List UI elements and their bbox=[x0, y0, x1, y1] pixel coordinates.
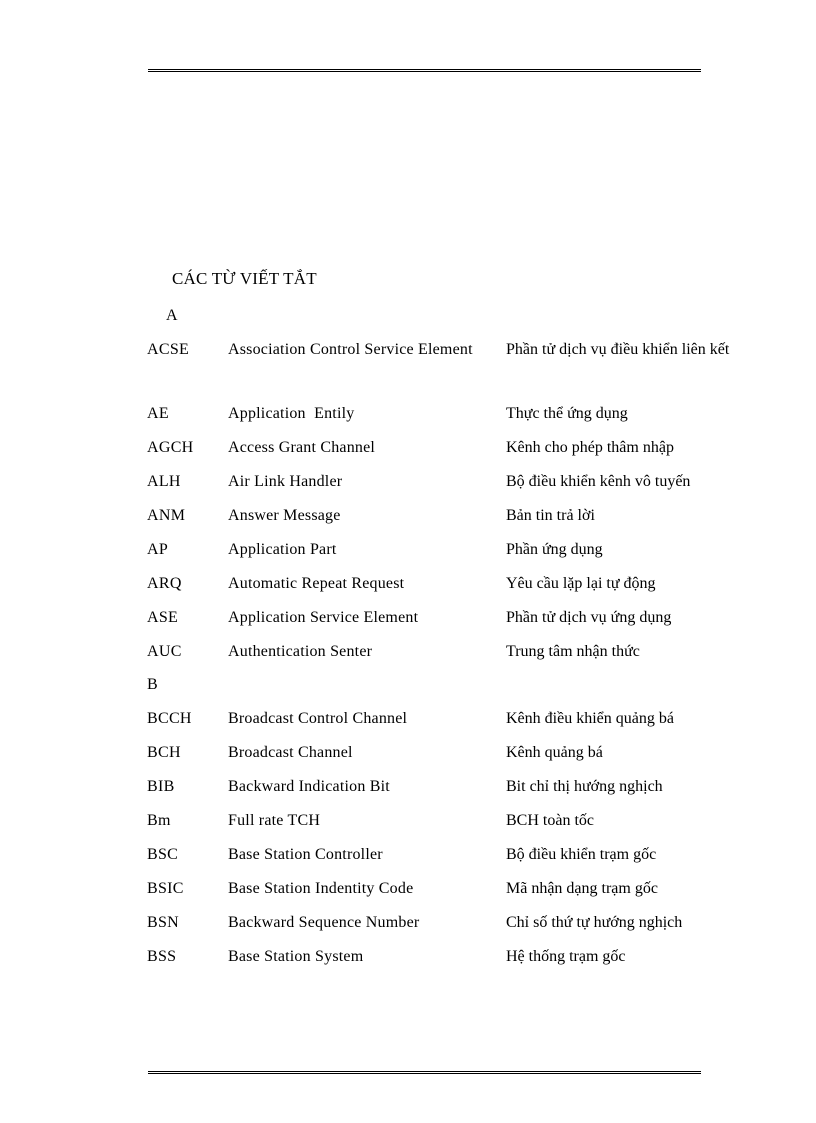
english-term: Application Part bbox=[228, 541, 337, 558]
english-term: Base Station System bbox=[228, 948, 364, 965]
abbreviation: Bm bbox=[147, 812, 171, 829]
abbreviation: ANM bbox=[147, 507, 186, 524]
table-row bbox=[147, 874, 787, 908]
vietnamese-term: Phần tử dịch vụ ứng dụng bbox=[506, 609, 672, 626]
english-term: Full rate TCH bbox=[228, 812, 321, 829]
vietnamese-term: Chỉ số thứ tự hướng nghịch bbox=[506, 914, 683, 931]
abbreviation: BSIC bbox=[147, 880, 184, 897]
abbreviation: BCH bbox=[147, 744, 181, 761]
abbreviation: BSN bbox=[147, 914, 180, 931]
english-term: Backward Sequence Number bbox=[228, 914, 420, 931]
table-row bbox=[147, 467, 787, 501]
table-row bbox=[147, 603, 787, 637]
abbreviation: AGCH bbox=[147, 439, 194, 456]
abbreviation: AE bbox=[147, 405, 169, 422]
table-row bbox=[147, 840, 787, 874]
table-row bbox=[147, 772, 787, 806]
section-letter-a: A bbox=[166, 307, 178, 324]
footer-rule bbox=[148, 1071, 701, 1074]
vietnamese-term: Phần ứng dụng bbox=[506, 541, 603, 558]
abbreviation: ASE bbox=[147, 609, 179, 626]
vietnamese-term: Thực thể ứng dụng bbox=[506, 405, 628, 422]
english-term: Backward Indication Bit bbox=[228, 778, 390, 795]
table-row bbox=[147, 399, 787, 433]
table-row bbox=[147, 942, 787, 976]
table-row bbox=[147, 637, 787, 671]
english-term: Answer Message bbox=[228, 507, 341, 524]
table-row bbox=[147, 433, 787, 467]
english-term: Base Station Controller bbox=[228, 846, 383, 863]
english-term: Application Entily bbox=[228, 405, 355, 422]
vietnamese-term: Kênh điều khiển quảng bá bbox=[506, 710, 674, 727]
abbreviation: BCCH bbox=[147, 710, 192, 727]
english-term: Application Service Element bbox=[228, 609, 419, 626]
vietnamese-term: Mã nhận dạng trạm gốc bbox=[506, 880, 658, 897]
english-term: Automatic Repeat Request bbox=[228, 575, 405, 592]
english-term: Base Station Indentity Code bbox=[228, 880, 414, 897]
english-term: Broadcast Channel bbox=[228, 744, 353, 761]
section-letter-b: B bbox=[147, 676, 158, 693]
vietnamese-term: Kênh quảng bá bbox=[506, 744, 603, 761]
vietnamese-term: Kênh cho phép thâm nhập bbox=[506, 439, 674, 456]
abbreviation: BSS bbox=[147, 948, 177, 965]
table-row bbox=[147, 908, 787, 942]
table-row bbox=[147, 704, 787, 738]
abbreviation: AP bbox=[147, 541, 169, 558]
english-term: Air Link Handler bbox=[228, 473, 343, 490]
table-row bbox=[147, 806, 787, 840]
table-row bbox=[147, 738, 787, 772]
vietnamese-term: Hệ thống trạm gốc bbox=[506, 948, 626, 965]
abbreviation: ARQ bbox=[147, 575, 182, 592]
english-term: Broadcast Control Channel bbox=[228, 710, 408, 727]
abbreviation: AUC bbox=[147, 643, 182, 660]
vietnamese-term: BCH toàn tốc bbox=[506, 812, 594, 829]
english-term: Authentication Senter bbox=[228, 643, 373, 660]
abbreviation: ALH bbox=[147, 473, 181, 490]
table-row bbox=[147, 569, 787, 603]
table-row bbox=[147, 335, 787, 397]
english-term: Association Control Service Element bbox=[228, 341, 473, 358]
english-term: Access Grant Channel bbox=[228, 439, 376, 456]
table-row bbox=[147, 501, 787, 535]
page-title: CÁC TỪ VIẾT TẮT bbox=[172, 269, 317, 288]
table-row bbox=[147, 535, 787, 569]
vietnamese-term: Bộ điều khiển trạm gốc bbox=[506, 846, 657, 863]
vietnamese-term: Bit chỉ thị hướng nghịch bbox=[506, 778, 663, 795]
vietnamese-term: Bộ điều khiển kênh vô tuyến bbox=[506, 473, 691, 490]
vietnamese-term: Bản tin trả lời bbox=[506, 507, 595, 524]
abbreviation: BIB bbox=[147, 778, 175, 795]
vietnamese-term: Yêu cầu lặp lại tự động bbox=[506, 575, 656, 592]
vietnamese-term: Trung tâm nhận thức bbox=[506, 643, 640, 660]
abbreviation: BSC bbox=[147, 846, 179, 863]
abbreviation: ACSE bbox=[147, 341, 190, 358]
header-rule bbox=[148, 69, 701, 72]
vietnamese-term: Phần tử dịch vụ điều khiển liên kết bbox=[506, 341, 730, 358]
